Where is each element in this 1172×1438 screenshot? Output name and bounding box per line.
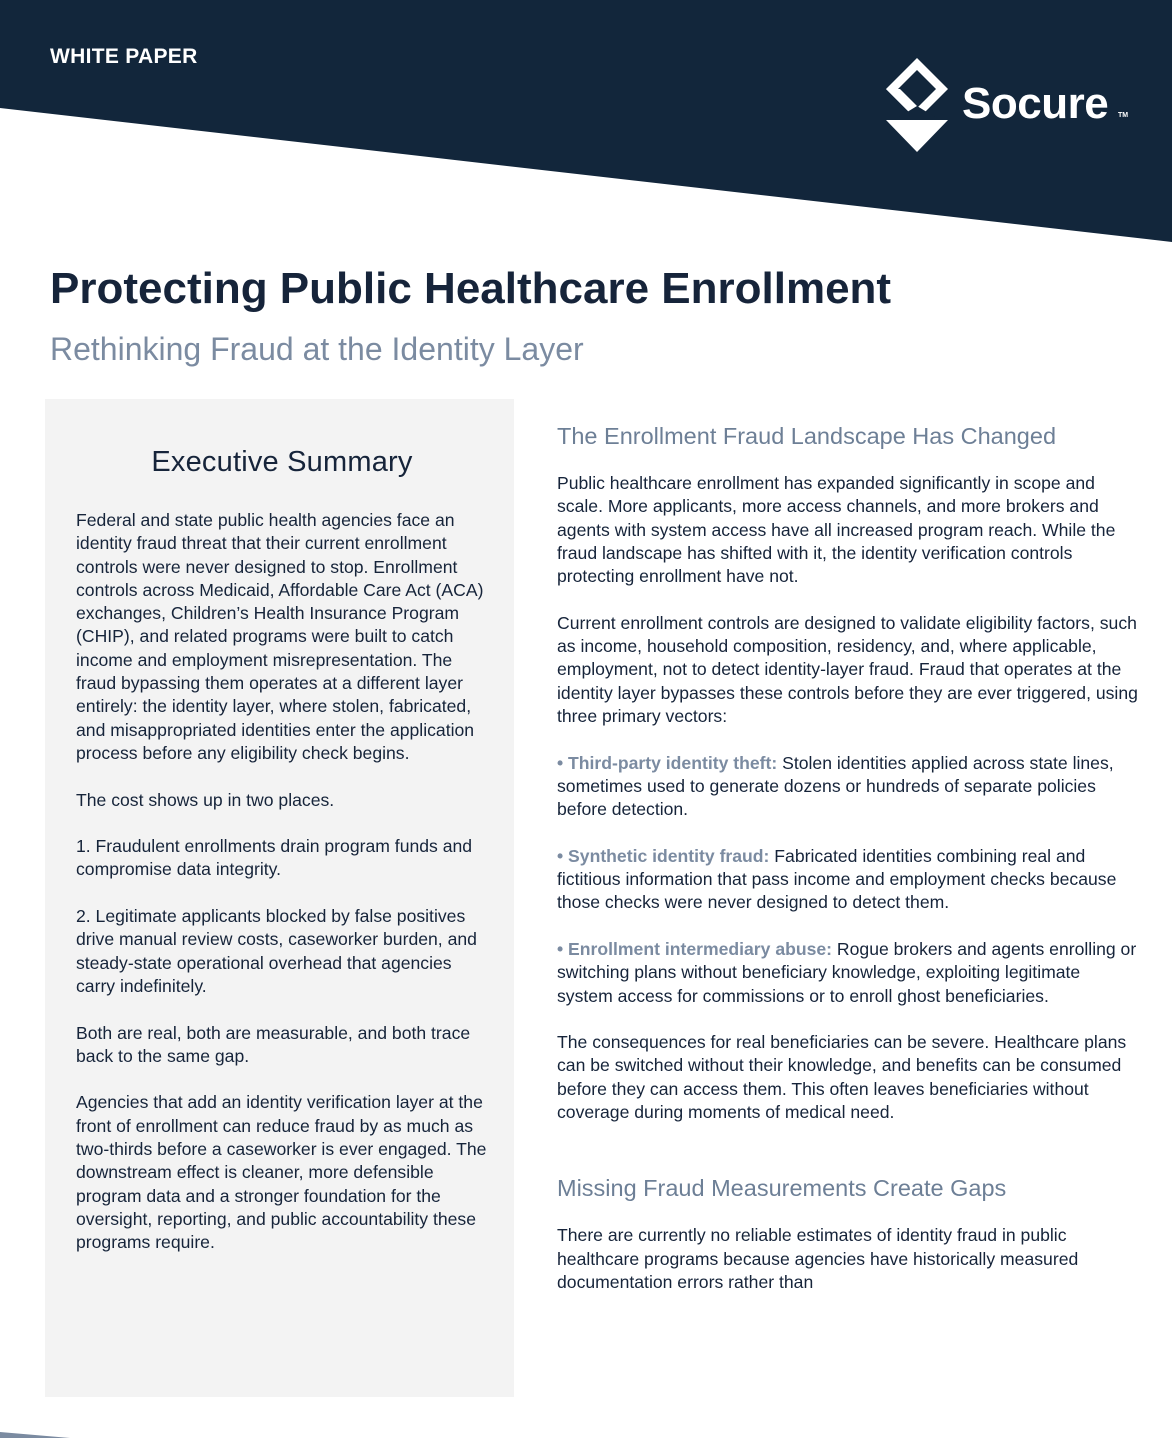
- fraud-vector-item: [557, 938, 1139, 1008]
- summary-paragraph: Both are real, both are measurable, and both trace back to the same gap.: [76, 1022, 471, 1066]
- brand-name: Socure: [962, 79, 1109, 128]
- summary-paragraph: The cost shows up in two places.: [76, 789, 335, 810]
- summary-paragraph: Federal and state public health agencies face an identity fraud threat that their current enrollment controls were never designed to stop. Enrollment controls across Medicaid, Affordable Care Act (ACA) exchanges, Children’s Health Insurance Program (CHIP), and related programs were built to catch income and employment misrepresentation. The fraud bypassing them operates at a different layer entirely: the identity layer, where stolen, fabricated, and misappropriated identities enter the application process before any eligibility check begins.: [76, 510, 484, 763]
- trademark-mark: TM: [1118, 112, 1129, 119]
- body-paragraph: Public healthcare enrollment has expanded significantly in scope and scale. More applicants, more access channels, and more brokers and agents with system access have all increased program reach. While the fraud landscape has shifted with it, the identity verification controls protecting enrollment have not.: [557, 473, 1116, 587]
- fraud-vector-label: • Enrollment intermediary abuse:: [557, 938, 833, 959]
- executive-summary-panel: [45, 399, 514, 1397]
- fraud-vector-item: [557, 845, 1139, 915]
- executive-summary-heading: Executive Summary: [151, 446, 413, 478]
- body-paragraph: The consequences for real beneficiaries can be severe. Healthcare plans can be switched without their knowledge, and benefits can be consumed before they can access them. This often leaves beneficiaries without coverage during moments of medical need.: [557, 1032, 1127, 1123]
- page-title: Protecting Public Healthcare Enrollment: [50, 264, 892, 313]
- fraud-vector-label: • Synthetic identity fraud:: [557, 845, 770, 866]
- section-heading-landscape: The Enrollment Fraud Landscape Has Changed: [557, 423, 1057, 449]
- summary-paragraph: Agencies that add an identity verification layer at the front of enrollment can reduce fraud by as much as two-thirds before a caseworker is ever engaged. The downstream effect is cleaner, more defensible program data and a stronger foundation for the oversight, reporting, and public accountability these programs require.: [76, 1092, 487, 1253]
- page-subtitle: Rethinking Fraud at the Identity Layer: [50, 331, 584, 367]
- main-content: [557, 420, 1139, 1318]
- summary-paragraph: 1. Fraudulent enrollments drain program funds and compromise data integrity.: [76, 836, 473, 880]
- fraud-vector-label: • Third-party identity theft:: [557, 752, 778, 773]
- socure-logo[interactable]: [884, 56, 1134, 156]
- fraud-vector-text: Fabricated identities combining real and fictitious information that pass income and employment checks because those checks were never designed to detect them.: [557, 845, 1117, 913]
- fraud-vector-text: Stolen identities applied across state lines, sometimes used to generate dozens or hundreds of separate policies before detection.: [557, 752, 1114, 820]
- fraud-vector-item: [557, 752, 1139, 822]
- document-type-label: WHITE PAPER: [50, 45, 198, 68]
- section-heading-measurements: Missing Fraud Measurements Create Gaps: [557, 1175, 1007, 1202]
- body-paragraph: Current enrollment controls are designed to validate eligibility factors, such as income, household composition, residency, and, where applicable, employment, not to detect identity-layer fraud. Fraud that operates at the identity layer bypasses these controls before they are ever triggered, using three primary vectors:: [557, 612, 1138, 726]
- socure-diamond-logo-icon: [884, 56, 950, 154]
- summary-paragraph: 2. Legitimate applicants blocked by false positives drive manual review costs, caseworker burden, and steady-state operational overhead that agencies carry indefinitely.: [76, 906, 477, 996]
- footer-accent-stripe: [0, 1428, 120, 1438]
- body-paragraph: There are currently no reliable estimates of identity fraud in public healthcare programs because agencies have historically measured documentation errors rather than: [557, 1225, 1079, 1292]
- fraud-vector-text: Rogue brokers and agents enrolling or switching plans without beneficiary knowledge, exploiting legitimate system access for commissions or to enroll ghost beneficiaries.: [557, 938, 1137, 1006]
